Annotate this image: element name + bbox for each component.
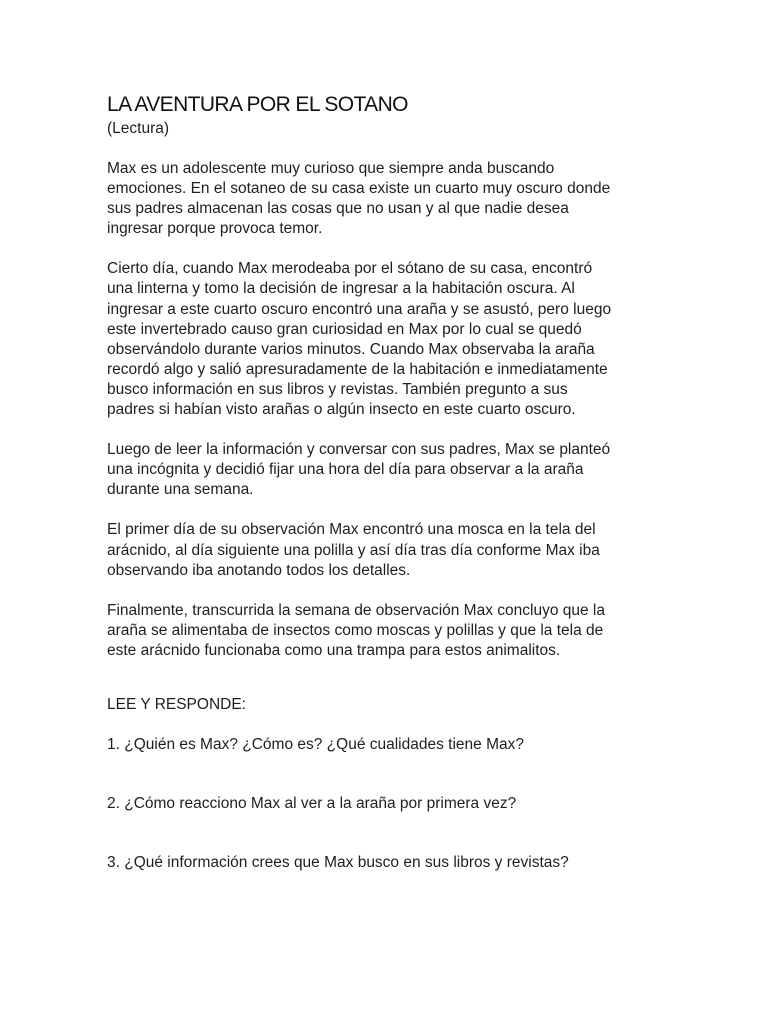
paragraph-1 [107,159,667,239]
paragraph-line: araña se alimentaba de insectos como moscas y polillas y que la tela de [107,621,604,639]
paragraph-line: Finalmente, transcurrida la semana de observación Max concluyo que la [107,601,605,619]
paragraph-line: Cierto día, cuando Max merodeaba por el sótano de su casa, encontró [107,260,593,278]
paragraph-line: observando iba anotando todos los detalles. [107,561,411,579]
paragraph-line: arácnido, al día siguiente una polilla y así día tras día conforme Max iba [107,541,600,559]
question-1: 1. ¿Quién es Max? ¿Cómo es? ¿Qué cualidades tiene Max? [107,735,524,753]
paragraph-line: busco información en sus libros y revistas. También pregunto a sus [107,380,568,398]
question-2: 2. ¿Cómo reacciono Max al ver a la araña por primera vez? [107,794,517,812]
paragraph-line: Luego de leer la información y conversar con sus padres, Max se planteó [107,441,611,459]
question-3: 3. ¿Qué información crees que Max busco en sus libros y revistas? [107,853,569,871]
paragraph-5 [107,601,667,661]
paragraph-line: padres si habían visto arañas o algún insecto en este cuarto oscuro. [107,401,576,419]
paragraph-line: durante una semana. [107,481,254,499]
paragraph-line: emociones. En el sotaneo de su casa existe un cuarto muy oscuro donde [107,180,611,198]
paragraph-line: sus padres almacenan las cosas que no usan y al que nadie desea [107,200,569,218]
paragraph-3 [107,440,667,500]
paragraph-2 [107,259,667,420]
paragraph-line: una incógnita y decidió fijar una hora del día para observar a la araña [107,461,584,479]
document-subtitle: (Lectura) [107,120,170,137]
paragraph-4 [107,520,667,580]
document-title: LA AVENTURA POR EL SOTANO [107,93,408,116]
paragraph-line: observándolo durante varios minutos. Cuando Max observaba la araña [107,340,595,358]
paragraph-line: este invertebrado causo gran curiosidad en Max por lo cual se quedó [107,320,582,338]
paragraph-line: El primer día de su observación Max encontró una mosca en la tela del [107,521,596,539]
paragraph-line: Max es un adolescente muy curioso que siempre anda buscando [107,160,555,177]
paragraph-line: ingresar porque provoca temor. [107,220,323,238]
paragraph-line: una linterna y tomo la decisión de ingresar a la habitación oscura. Al [107,280,575,298]
section-heading: LEE Y RESPONDE: [107,695,246,713]
paragraph-line: este arácnido funcionaba como una trampa para estos animalitos. [107,641,561,659]
paragraph-line: recordó algo y salió apresuradamente de la habitación e inmediatamente [107,360,608,378]
document-page [107,92,667,873]
paragraph-line: ingresar a este cuarto oscuro encontró una araña y se asustó, pero luego [107,300,612,318]
